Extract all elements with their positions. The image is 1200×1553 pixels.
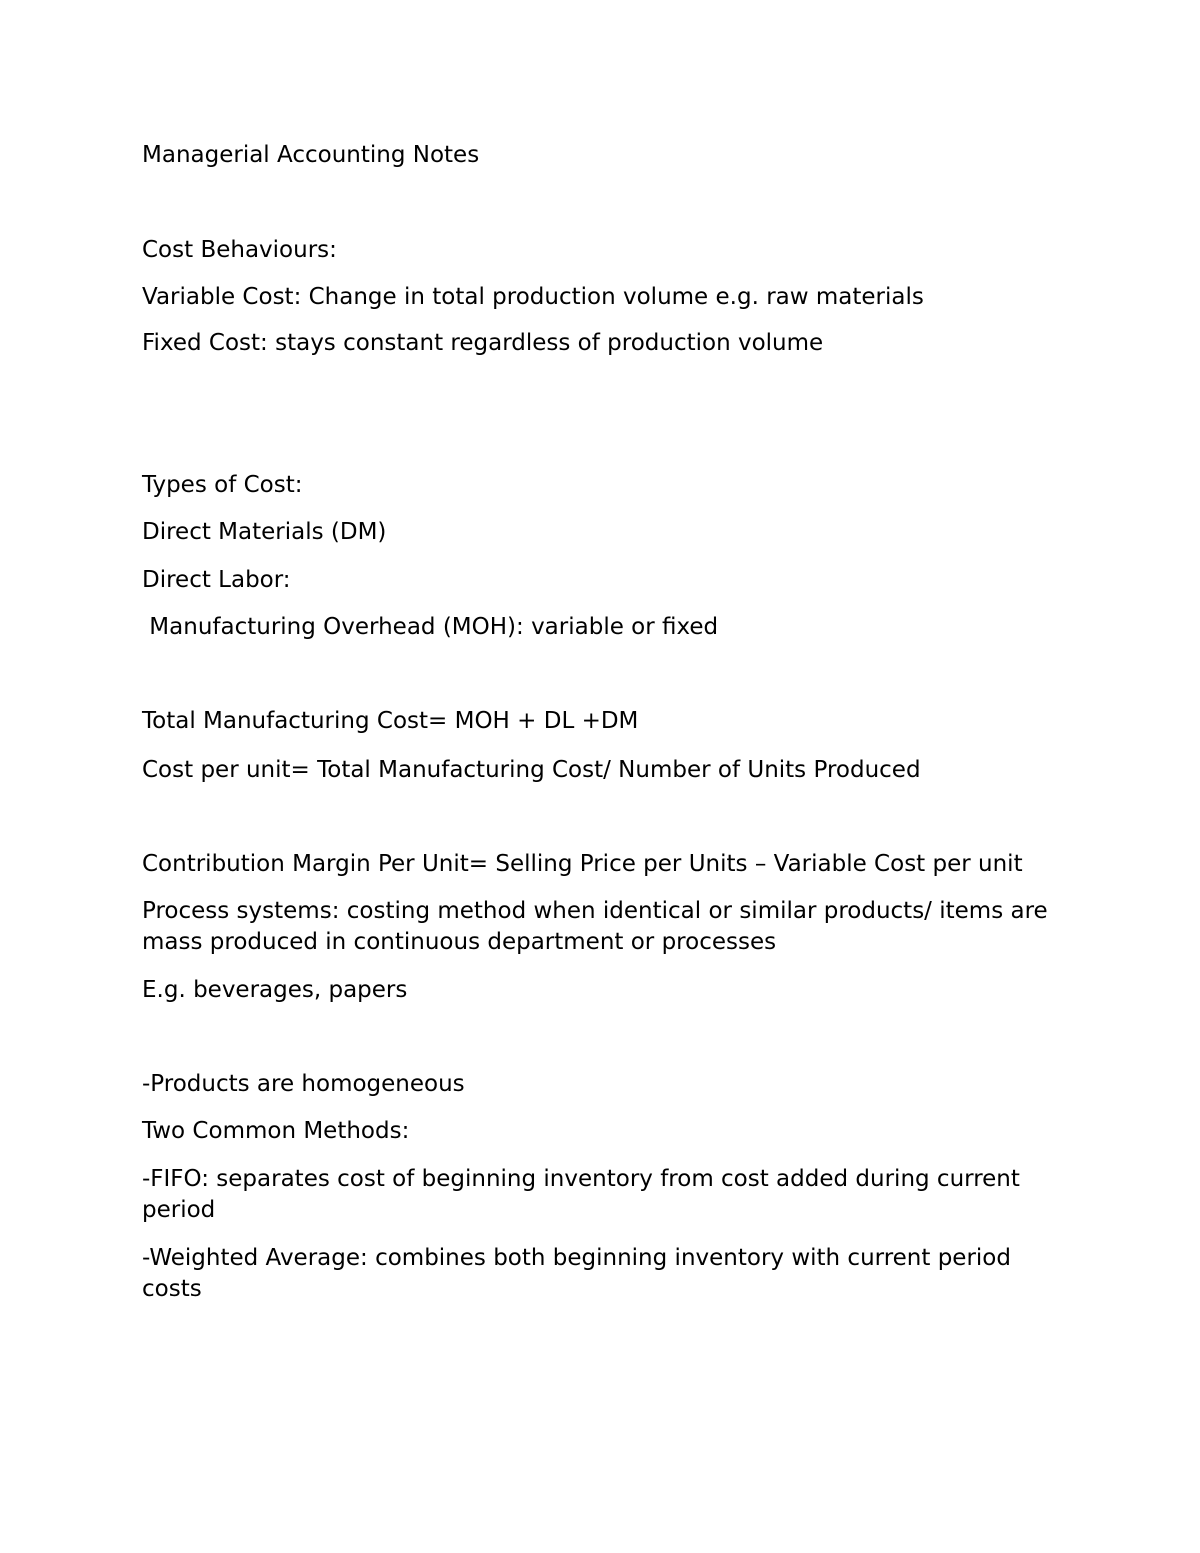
direct-materials-item: Direct Materials (DM)	[142, 519, 387, 545]
cost-per-unit-formula: Cost per unit= Total Manufacturing Cost/ Number of Units Produced	[142, 757, 921, 783]
fifo-method: -FIFO: separates cost of beginning inventory from cost added during current period	[142, 1166, 1020, 1223]
contribution-margin-formula: Contribution Margin Per Unit= Selling Price per Units – Variable Cost per unit	[142, 851, 1023, 877]
total-manufacturing-cost-formula: Total Manufacturing Cost= MOH + DL +DM	[142, 708, 639, 734]
weighted-average-method: -Weighted Average: combines both beginning inventory with current period costs	[142, 1245, 1011, 1302]
direct-labor-item: Direct Labor:	[142, 567, 291, 593]
fixed-cost-definition: Fixed Cost: stays constant regardless of production volume	[142, 330, 824, 356]
process-systems-definition: Process systems: costing method when identical or similar products/ items are mass produced in continuous department or processes	[142, 898, 1048, 955]
cost-behaviours-heading: Cost Behaviours:	[142, 237, 337, 263]
two-methods-heading: Two Common Methods:	[142, 1118, 410, 1144]
document-title: Managerial Accounting Notes	[142, 142, 480, 168]
variable-cost-definition: Variable Cost: Change in total production volume e.g. raw materials	[142, 284, 924, 310]
manufacturing-overhead-item: Manufacturing Overhead (MOH): variable or fixed	[142, 614, 719, 640]
process-systems-example: E.g. beverages, papers	[142, 977, 408, 1003]
homogeneous-note: -Products are homogeneous	[142, 1071, 465, 1097]
types-of-cost-heading: Types of Cost:	[142, 472, 303, 498]
